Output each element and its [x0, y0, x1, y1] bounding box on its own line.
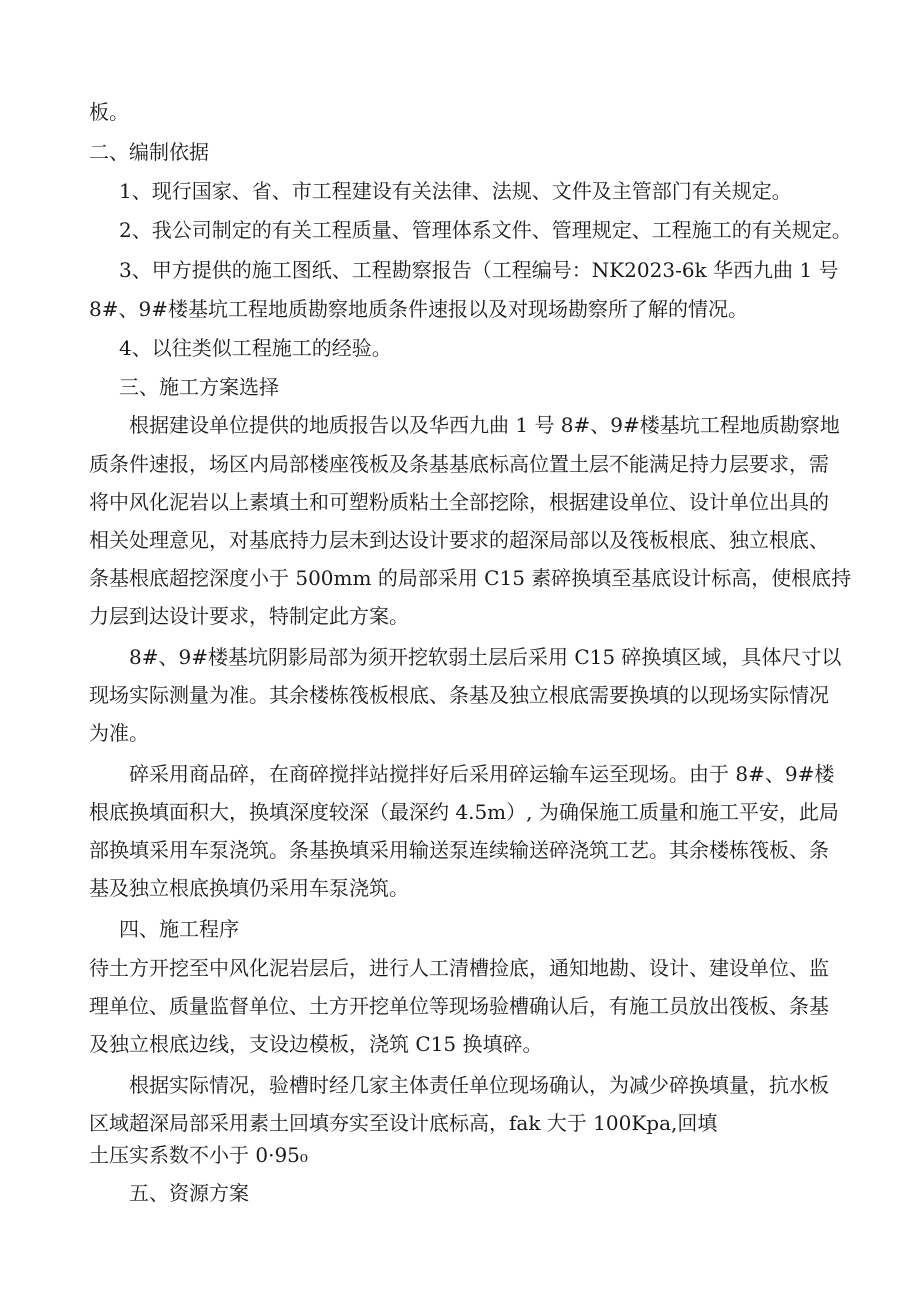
text-line: 部换填采用车泵浇筑。条基换填采用输送泵连续输送碎浇筑工艺。其余楼栋筏板、条	[89, 838, 829, 862]
text-line: 2、我公司制定的有关工程质量、管理体系文件、管理规定、工程施工的有关规定。	[119, 218, 852, 242]
text-line: 区域超深局部采用素土回填夯实至设计底标高，fak 大于 100Kpa,回填	[89, 1111, 718, 1135]
text-line: 根据实际情况，验槽时经几家主体责任单位现场确认，为减少碎换填量，抗水板	[129, 1073, 829, 1097]
text-line: 根底换填面积大，换填深度较深（最深约 4.5m）, 为确保施工质量和施工平安，此局	[89, 800, 839, 824]
section-heading: 二、编制依据	[89, 140, 209, 164]
text-line: 基及独立根底换填仍采用车泵浇筑。	[89, 876, 409, 900]
text-line: 碎采用商品碎，在商碎搅拌站搅拌好后采用碎运输车运至现场。由于 8#、9#楼	[129, 762, 835, 786]
text-line: 8#、9#楼基坑阴影局部为须开挖软弱土层后采用 C15 碎换填区域，具体尺寸以	[129, 645, 842, 669]
text-line: 相关处理意见，对基底持力层未到达设计要求的超深局部以及筏板根底、独立根底、	[89, 528, 829, 552]
section-heading: 四、施工程序	[119, 917, 239, 941]
text-line: 条基根底超挖深度小于 500mm 的局部采用 C15 素碎换填至基底设计标高，使根底持	[89, 566, 852, 590]
text-line: 4、以往类似工程施工的经验。	[119, 336, 392, 360]
text-line: 为准。	[89, 721, 149, 745]
text-line: 质条件速报，场区内局部楼座筏板及条基基底标高位置土层不能满足持力层要求，需	[89, 452, 829, 476]
text-line: 现场实际测量为准。其余楼栋筏板根底、条基及独立根底需要换填的以现场实际情况	[89, 683, 829, 707]
text-line: 待土方开挖至中风化泥岩层后，进行人工清槽捡底，通知地勘、设计、建设单位、监	[89, 956, 829, 980]
text-line: 3、甲方提供的施工图纸、工程勘察报告（工程编号：NK2023-6k 华西九曲 1 号	[119, 258, 839, 282]
section-heading: 五、资源方案	[129, 1181, 249, 1205]
text-line: 1、现行国家、省、市工程建设有关法律、法规、文件及主管部门有关规定。	[119, 179, 792, 203]
text-line: 根据建设单位提供的地质报告以及华西九曲 1 号 8#、9#楼基坑工程地质勘察地	[129, 413, 840, 437]
text-line: 将中风化泥岩以上素填土和可塑粉质粘土全部挖除，根据建设单位、设计单位出具的	[89, 490, 829, 514]
text-line: 土压实系数不小于 0·95₀	[89, 1143, 308, 1167]
text-line: 力层到达设计要求，特制定此方案。	[89, 604, 409, 628]
text-line: 理单位、质量监督单位、土方开挖单位等现场验槽确认后，有施工员放出筏板、条基	[89, 994, 829, 1018]
text-line: 8#、9#楼基坑工程地质勘察地质条件速报以及对现场勘察所了解的情况。	[89, 297, 748, 321]
text-line: 及独立根底边线，支设边模板，浇筑 C15 换填碎。	[89, 1032, 543, 1056]
section-heading: 三、施工方案选择	[119, 375, 279, 399]
text-line: 板。	[89, 100, 129, 124]
